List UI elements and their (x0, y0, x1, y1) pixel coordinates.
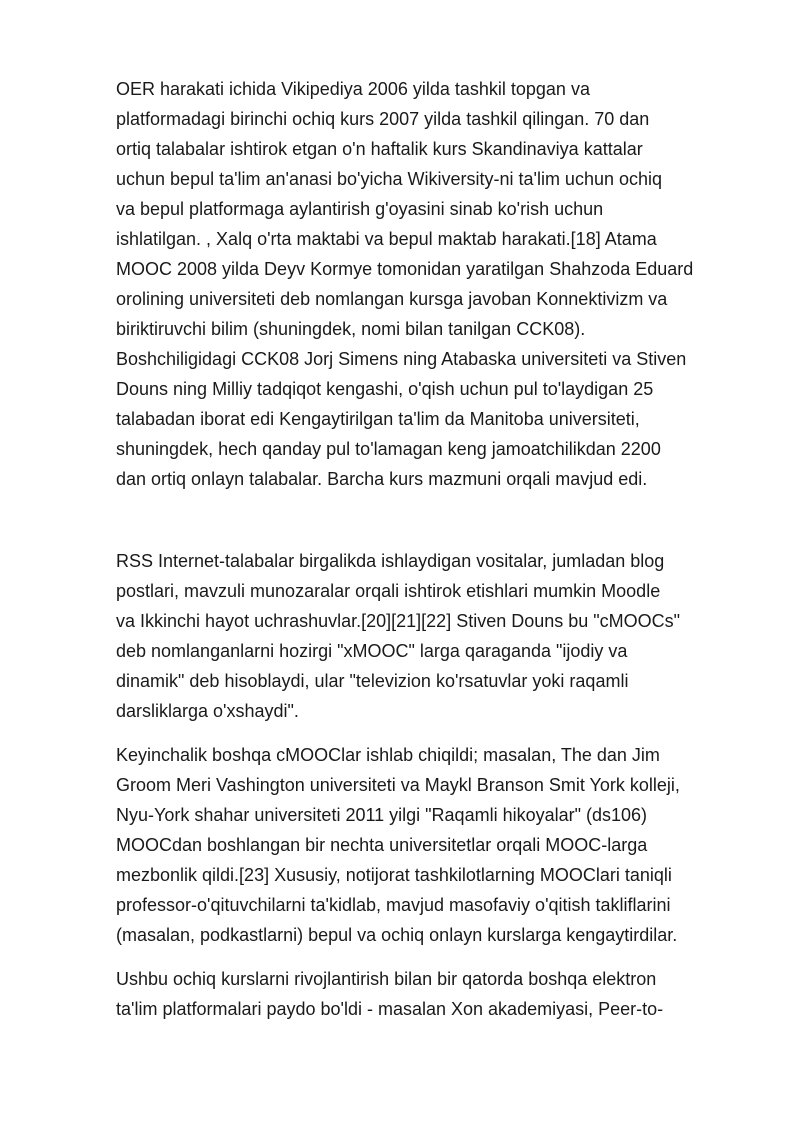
text-line: ishlatilgan. , Xalq o'rta maktabi va bepul maktab harakati.[18] Atama (116, 229, 657, 249)
text-line: biriktiruvchi bilim (shuningdek, nomi bilan tanilgan CCK08). (116, 319, 586, 339)
text-line: ta'lim platformalari paydo bo'ldi - masalan Xon akademiyasi, Peer-to- (116, 999, 664, 1019)
paragraph-spacer (116, 950, 742, 964)
document-page (116, 74, 742, 1024)
text-line: Nyu-York shahar universiteti 2011 yilgi "Raqamli hikoyalar" (ds106) (116, 805, 648, 825)
text-line: uchun bepul ta'lim an'anasi bo'yicha Wikiversity-ni ta'lim uchun ochiq (116, 169, 663, 189)
text-line: Boshchiligidagi CCK08 Jorj Simens ning Atabaska universiteti va Stiven (116, 349, 687, 369)
paragraph-later-cmoocs (116, 740, 742, 950)
text-line: shuningdek, hech qanday pul to'lamagan keng jamoatchilikdan 2200 (116, 439, 661, 459)
text-line: dan ortiq onlayn talabalar. Barcha kurs mazmuni orqali mavjud edi. (116, 469, 648, 489)
text-line: MOOC 2008 yilda Deyv Kormye tomonidan yaratilgan Shahzoda Eduard (116, 259, 694, 279)
text-line: deb nomlanganlarni hozirgi "xMOOC" larga qaraganda "ijodiy va (116, 641, 628, 661)
text-line: professor-o'qituvchilarni ta'kidlab, mavjud masofaviy o'qitish takliflarini (116, 895, 671, 915)
text-line: Groom Meri Vashington universiteti va Maykl Branson Smit York kolleji, (116, 775, 680, 795)
text-line: RSS Internet-talabalar birgalikda ishlaydigan vositalar, jumladan blog (116, 551, 665, 571)
paragraph-rss-cmoocs (116, 546, 742, 726)
text-line: OER harakati ichida Vikipediya 2006 yilda tashkil topgan va (116, 79, 590, 99)
text-line: ortiq talabalar ishtirok etgan o'n haftalik kurs Skandinaviya kattalar (116, 139, 643, 159)
text-line: Keyinchalik boshqa cMOOClar ishlab chiqildi; masalan, The dan Jim (116, 745, 660, 765)
text-line: va bepul platformaga aylantirish g'oyasini sinab ko'rish uchun (116, 199, 604, 219)
text-line: MOOCdan boshlangan bir nechta universitetlar orqali MOOC-larga (116, 835, 648, 855)
text-line: postlari, mavzuli munozaralar orqali ishtirok etishlari mumkin Moodle (116, 581, 661, 601)
text-line: Ushbu ochiq kurslarni rivojlantirish bilan bir qatorda boshqa elektron (116, 969, 657, 989)
text-line: Douns ning Milliy tadqiqot kengashi, o'qish uchun pul to'laydigan 25 (116, 379, 654, 399)
text-line: va Ikkinchi hayot uchrashuvlar.[20][21][22] Stiven Douns bu "cMOOCs" (116, 611, 681, 631)
paragraph-oer-history (116, 74, 742, 494)
text-line: (masalan, podkastlarni) bepul va ochiq onlayn kurslarga kengaytirdilar. (116, 925, 678, 945)
text-line: darsliklarga o'xshaydi". (116, 701, 299, 721)
text-line: talabadan iborat edi Kengaytirilgan ta'lim da Manitoba universiteti, (116, 409, 640, 429)
text-line: mezbonlik qildi.[23] Xususiy, notijorat tashkilotlarning MOOClari taniqli (116, 865, 672, 885)
paragraph-spacer (116, 726, 742, 740)
paragraph-spacer (116, 494, 742, 546)
text-line: orolining universiteti deb nomlangan kursga javoban Konnektivizm va (116, 289, 668, 309)
text-line: platformadagi birinchi ochiq kurs 2007 yilda tashkil qilingan. 70 dan (116, 109, 650, 129)
paragraph-elearning-platforms (116, 964, 742, 1024)
text-line: dinamik" deb hisoblaydi, ular "televizion ko'rsatuvlar yoki raqamli (116, 671, 629, 691)
